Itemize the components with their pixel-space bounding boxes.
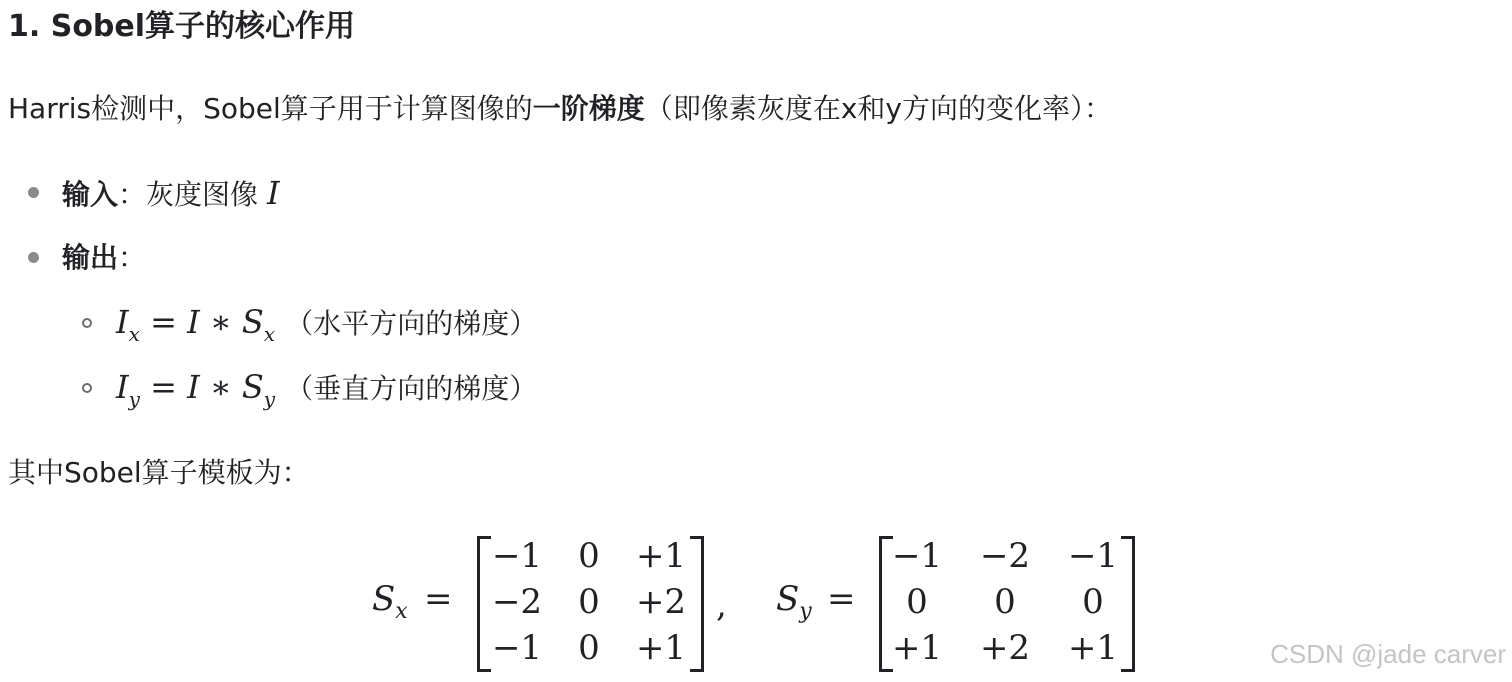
sy-cell: +2	[979, 628, 1031, 668]
sub-bullet-circle	[82, 318, 92, 328]
sx-label	[372, 579, 408, 624]
sx-cell: 0	[578, 536, 600, 576]
sx-cell: −2	[491, 582, 543, 622]
math-rhs2: S	[241, 368, 264, 406]
math-rhs1: I	[187, 368, 200, 406]
equation-comma: ,	[716, 585, 727, 625]
sx-cell: +2	[635, 582, 687, 622]
sx-cell: 0	[578, 582, 600, 622]
intro-paragraph	[8, 90, 1112, 128]
sx-sub: x	[395, 599, 408, 624]
sx-cell: +1	[635, 536, 687, 576]
math-lhs-sub: y	[128, 387, 140, 411]
bullet-sep: ：	[118, 241, 147, 274]
math-eq: =	[139, 303, 188, 341]
template-intro: 其中Sobel算子模板为：	[8, 456, 310, 489]
sy-cell: −2	[979, 536, 1031, 576]
math-op: ∗	[199, 368, 242, 406]
sub-list-item-iy	[116, 368, 537, 410]
math-rhs2: S	[241, 303, 264, 341]
intro-suffix: （即像素灰度在x和y方向的变化率）：	[644, 92, 1112, 125]
sy-name: S	[776, 579, 800, 619]
sx-cell: 0	[578, 628, 600, 668]
intro-bold-term: 一阶梯度	[532, 92, 645, 125]
math-eq: =	[139, 368, 188, 406]
sx-name: S	[372, 579, 396, 619]
sy-sub: y	[799, 599, 812, 624]
sy-label	[776, 579, 812, 624]
intro-prefix: Harris检测中，Sobel算子用于计算图像的	[8, 92, 533, 125]
bullet-dot	[28, 187, 39, 198]
math-lhs: I	[116, 303, 129, 341]
sy-cell: +1	[891, 628, 943, 668]
bullet-dot	[28, 252, 39, 263]
sub-note: （垂直方向的梯度）	[285, 372, 538, 405]
sy-cell: −1	[1067, 536, 1119, 576]
math-rhs1: I	[187, 303, 200, 341]
sy-cell: +1	[1067, 628, 1119, 668]
sub-note: （水平方向的梯度）	[285, 307, 538, 340]
math-lhs-sub: x	[128, 322, 140, 346]
sub-bullet-circle	[82, 383, 92, 393]
sx-equals: =	[424, 579, 453, 619]
watermark: CSDN @jade carver	[1270, 639, 1506, 669]
sy-cell: 0	[994, 582, 1016, 622]
bullet-label: 输入	[62, 178, 119, 211]
sy-cell: 0	[1082, 582, 1104, 622]
bullet-text: 灰度图像	[146, 178, 267, 211]
bullet-label: 输出	[62, 241, 119, 274]
section-heading: 1. Sobel算子的核心作用	[8, 9, 356, 44]
sx-cell: −1	[491, 536, 543, 576]
list-item-output	[62, 239, 146, 277]
math-lhs: I	[116, 368, 129, 406]
sx-cell: −1	[491, 628, 543, 668]
sy-cell: −1	[891, 536, 943, 576]
math-op: ∗	[199, 303, 242, 341]
bullet-sep: ：	[118, 178, 147, 211]
math-rhs2-sub: x	[263, 322, 276, 346]
math-I: I	[266, 174, 280, 212]
list-item-input	[62, 174, 280, 214]
sub-list-item-ix	[116, 303, 537, 345]
sy-equals: =	[827, 579, 856, 619]
sx-cell: +1	[635, 628, 687, 668]
math-rhs2-sub: y	[263, 387, 276, 411]
sy-cell: 0	[906, 582, 928, 622]
